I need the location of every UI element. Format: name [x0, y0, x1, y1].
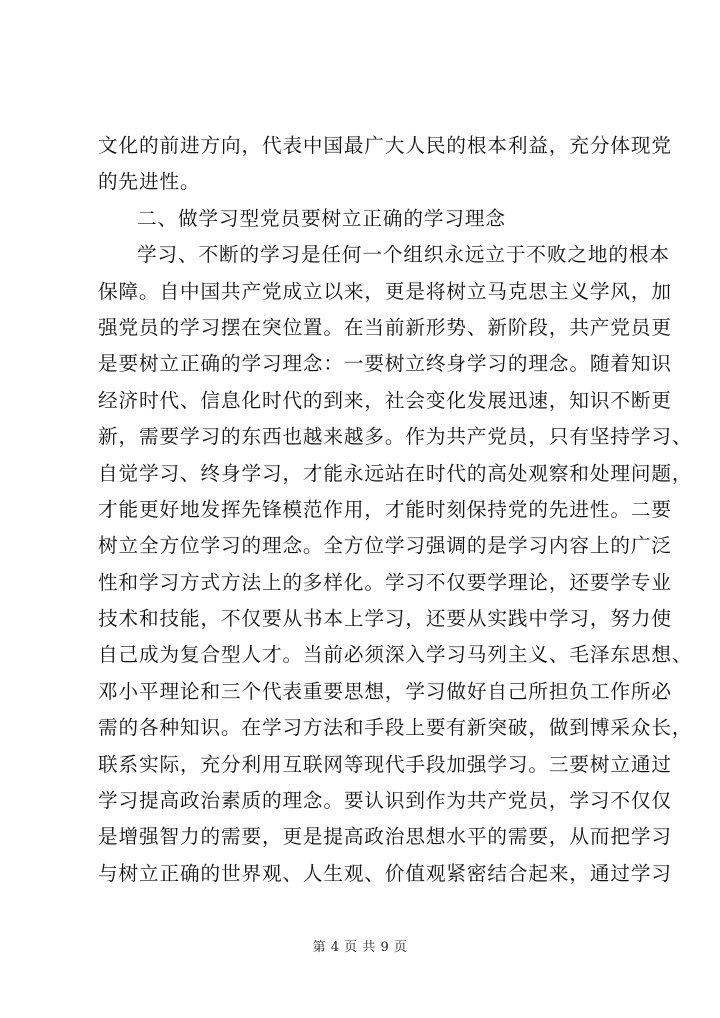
- text-line: 树立全方位学习的理念。全方位学习强调的是学习内容上的广泛: [98, 534, 672, 558]
- text-line: 是要树立正确的学习理念：一要树立终身学习的理念。随着知识: [98, 352, 672, 376]
- text-line: 自己成为复合型人才。当前必须深入学习马列主义、毛泽东思想、: [98, 643, 693, 667]
- text-line: 经济时代、信息化时代的到来，社会变化发展迅速，知识不断更: [98, 388, 672, 412]
- text-line: 才能更好地发挥先锋模范作用，才能时刻保持党的先进性。二要: [98, 497, 672, 521]
- text-line: 新，需要学习的东西也越来越多。作为共产党员，只有坚持学习、: [98, 425, 693, 449]
- text-line: 自觉学习、终身学习，才能永远站在时代的高处观察和处理问题，: [98, 461, 693, 485]
- paragraph-first-line: 学习、不断的学习是任何一个组织永远立于不败之地的根本: [137, 243, 670, 267]
- text-line: 与树立正确的世界观、人生观、价值观紧密结合起来，通过学习: [98, 861, 672, 885]
- body-text: [98, 128, 693, 892]
- section-heading: 二、做学习型党员要树立正确的学习理念: [137, 206, 506, 230]
- text-line: 需的各种知识。在学习方法和手段上要有新突破，做到博采众长，: [98, 716, 693, 740]
- text-line: 联系实际，充分利用互联网等现代手段加强学习。三要树立通过: [98, 752, 672, 776]
- text-line: 学习提高政治素质的理念。要认识到作为共产党员，学习不仅仅: [98, 789, 672, 813]
- page-number-footer: 第 4 页 共 9 页: [312, 940, 408, 955]
- text-line: 是增强智力的需要，更是提高政治思想水平的需要，从而把学习: [98, 825, 672, 849]
- text-line: 保障。自中国共产党成立以来，更是将树立马克思主义学风，加: [98, 279, 672, 303]
- text-line: 的先进性。: [98, 170, 201, 194]
- text-line: 邓小平理论和三个代表重要思想，学习做好自己所担负工作所必: [98, 679, 672, 703]
- text-line: 性和学习方式方法上的多样化。学习不仅要学理论，还要学专业: [98, 570, 672, 594]
- text-line: 技术和技能，不仅要从书本上学习，还要从实践中学习，努力使: [98, 607, 672, 631]
- text-line: 文化的前进方向，代表中国最广大人民的根本利益，充分体现党: [98, 134, 672, 157]
- text-line: 强党员的学习摆在突位置。在当前新形势、新阶段，共产党员更: [98, 315, 672, 339]
